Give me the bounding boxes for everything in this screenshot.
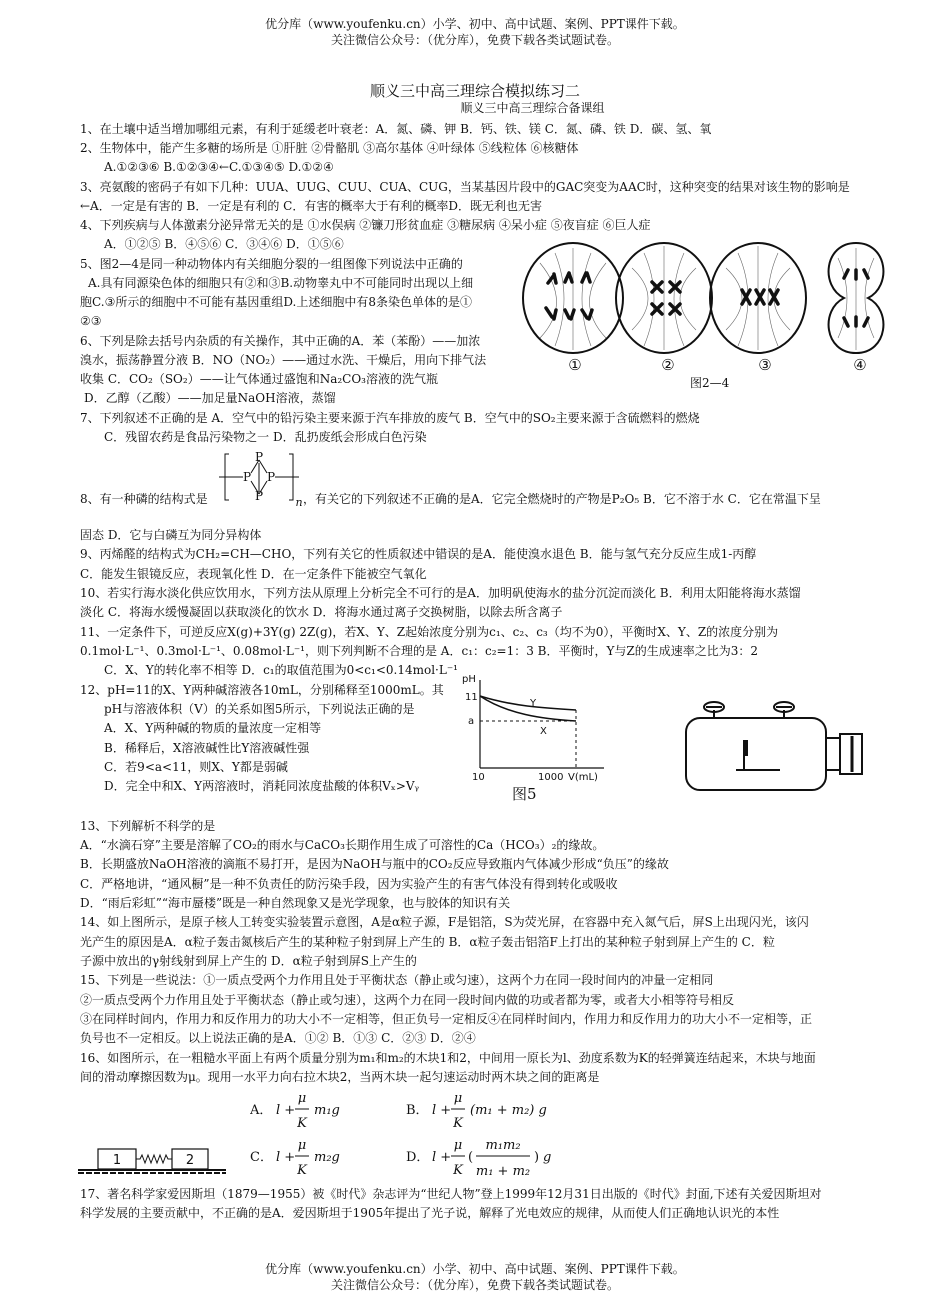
q5-line-3: 胞C.③所示的细胞中不可能有基因重组D.上述细胞中有8条染色单体的是①: [80, 295, 472, 309]
q7: 7、下列叙述不正确的是 A．空气中的铅污染主要来源于汽车排放的废气 B．空气中的SO₂主要来源于含硫燃料的燃烧: [80, 411, 700, 425]
q15-line-2: ②一质点受两个力作用且处于平衡状态（静止或匀速），这两个力在同一段时间内做的功或者都为零，或者大小相等符号相反: [80, 993, 735, 1007]
option-b-term: l +: [432, 1103, 452, 1118]
q15-line-3: ③在同样时间内，作用力和反作用力的功大小不一定相等，但正负号一定相反④在同样时间内，作用力和反作用力的功大小不一定相等，正: [80, 1012, 813, 1026]
option-d-den: K: [453, 1163, 463, 1178]
transmutation-apparatus: [680, 696, 870, 796]
q12: 12、pH=11的X、Y两种碱溶液各10mL，分别稀释至1000mL。其: [80, 683, 444, 697]
p-atom-bottom: P: [254, 489, 264, 503]
q14-line-2: 光产生的原因是A．α粒子轰击氮核后产生的某种粒子射到屏上产生的 B．α粒子轰击铝箔F上打出的某种粒子射到屏上产生的 C．粒: [80, 935, 775, 949]
q16-option-c-formula: [250, 1135, 390, 1179]
q12-line-2: pH与溶液体积（V）的关系如图5所示，下列说法正确的是: [104, 702, 415, 716]
svg-text:(: (: [468, 1150, 474, 1165]
q5: 5、图2—4是同一种动物体内有关细胞分裂的一组图像下列说法中正确的: [80, 257, 463, 271]
q12-option-a: A．X、Y两种碱的物质的量浓度一定相等: [104, 721, 322, 735]
q16-option-b-formula: [406, 1088, 586, 1132]
q5-line-4: ②③: [80, 314, 102, 328]
q13-option-d: D．“雨后彩虹”“海市蜃楼”既是一种自然现象又是光学现象，也与胶体的知识有关: [80, 896, 511, 910]
option-a-tail: m₁g: [314, 1103, 340, 1118]
cell-label-2: ②: [661, 356, 675, 374]
option-c-tail: m₂g: [314, 1150, 340, 1165]
q6: 6、下列是除去括号内杂质的有关操作，其中正确的A．苯（苯酚）——加浓: [80, 334, 481, 348]
option-b-num: μ: [453, 1091, 463, 1106]
q10: 10、若实行海水淡化供应饮用水，下列方法从原理上分析完全不可行的是A．加明矾使海水的盐分沉淀而淡化 B．利用太阳能将海水蒸馏: [80, 586, 801, 600]
option-a-num: μ: [297, 1091, 307, 1106]
blocks-spring-figure: [78, 1146, 226, 1176]
q13-option-c: C．严格地讲，“通风橱”是一种不负责任的防污染手段，因为实验产生的有害气体没有得到转化或吸收: [80, 877, 618, 891]
q6-line-2: 溴水，振荡静置分液 B．NO（NO₂）——通过水洗、干燥后，用向下排气法: [80, 353, 487, 367]
q3-options: ←A．一定是有害的 B．一定是有利的 C．有害的概率大于有利的概率D．既无利也无害: [80, 199, 542, 213]
footer-line-1: 优分库（www.youfenku.cn）小学、初中、高中试题、案例、PPT课件下载。: [265, 1262, 685, 1276]
svg-text:): ): [534, 1150, 540, 1165]
footer-line-2: 关注微信公众号：（优分库），免费下载各类试题试卷。: [330, 1278, 619, 1292]
q6-line-4: D．乙醇（乙酸）——加足量NaOH溶液，蒸馏: [84, 391, 336, 405]
q4-options: A．①②⑤ B．④⑤⑥ C．③④⑥ D．①⑤⑥: [104, 237, 344, 251]
option-letter-d: D．: [406, 1150, 430, 1165]
p-atom-right: P: [266, 470, 276, 484]
exam-subtitle: 顺义三中高三理综合备课组: [460, 101, 605, 115]
q8: 8、有一种磷的结构式是: [80, 492, 208, 506]
cell-label-3: ③: [758, 356, 772, 374]
q10-line-2: 淡化 C．将海水缓慢凝固以获取淡化的饮水 D．将海水通过离子交换树脂，以除去所含离子: [80, 605, 563, 619]
q11-line-2: 0.1mol·L⁻¹、0.3mol·L⁻¹、0.08mol·L⁻¹，则下列判断不合理的是 A．c₁：c₂=1：3 B．平衡时，Y与Z的生成速率之比为3：2: [80, 644, 759, 658]
spring: [136, 1155, 172, 1163]
q6-line-3: 收集 C．CO₂（SO₂）——让气体通过盛饱和Na₂CO₃溶液的洗气瓶: [80, 372, 438, 386]
block-2-label: 2: [185, 1153, 195, 1168]
option-d-tail-end: g: [543, 1150, 552, 1165]
q2: 2、生物体中，能产生多糖的场所是 ①肝脏 ②骨骼肌 ③高尔基体 ④叶绿体 ⑤线粒体 ⑥核糖体: [80, 141, 579, 155]
option-c-den: K: [297, 1163, 307, 1178]
block-1-label: 1: [112, 1153, 122, 1168]
y-axis-label: pH: [462, 674, 476, 685]
q12-option-d: D．完全中和X、Y两溶液时，消耗同浓度盐酸的体积Vₓ>Vᵧ: [104, 779, 420, 793]
option-b-tail: (m₁ + m₂) g: [470, 1103, 547, 1118]
q17-line-2: 科学发展的主要贡献中，不正确的是A．爱因斯坦于1905年提出了光子说，解释了光电效应的规律，从而使人们正确地认识光的本性: [80, 1206, 780, 1220]
cell-label-4: ④: [853, 356, 867, 374]
option-d-term: l +: [432, 1150, 452, 1165]
y-tick-a: a: [468, 716, 475, 727]
option-d-tail-num: m₁m₂: [485, 1138, 521, 1153]
option-c-term: l +: [276, 1150, 296, 1165]
q2-options: A.①②③⑥ B.①②③④←C.①③④⑤ D.①②④: [104, 160, 334, 174]
option-letter-b: B．: [406, 1103, 429, 1118]
series-label-x: X: [540, 726, 547, 737]
q14: 14、如上图所示，是原子核人工转变实验装置示意图，A是α粒子源，F是铝箔，S为荧光屏，在容器中充入氮气后，屏S上出现闪光，该闪: [80, 915, 809, 929]
q16-option-d-formula: [406, 1135, 586, 1183]
p-atom-top: P: [254, 450, 264, 464]
q11: 11、一定条件下，可逆反应X(g)+3Y(g) 2Z(g)，若X、Y、Z起始浓度分别为c₁、c₂、c₃（均不为0），平衡时X、Y、Z的浓度分别为: [80, 625, 779, 639]
q11-line-3: C．X、Y的转化率不相等 D．c₁的取值范围为0<c₁<0.14mol·L⁻¹: [104, 663, 458, 677]
option-d-tail-den: m₁ + m₂: [475, 1164, 531, 1179]
q9-line-2: C．能发生银镜反应，表现氧化性 D．在一定条件下能被空气氧化: [80, 567, 427, 581]
q13-option-a: A．“水滴石穿”主要是溶解了CO₂的雨水与CaCO₃长期作用生成了可溶性的Ca（HCO₃）₂的缘故。: [80, 838, 605, 852]
q16-option-a-formula: [250, 1088, 390, 1132]
option-c-num: μ: [297, 1138, 307, 1153]
q14-line-3: 子源中放出的γ射线射到屏上产生的 D．α粒子射到屏S上产生的: [80, 954, 417, 968]
q13: 13、下列解析不科学的是: [80, 819, 216, 833]
polymer-subscript: n: [295, 496, 303, 509]
cell-label-1: ①: [568, 356, 582, 374]
q7-options: C．残留农药是食品污染物之一 D．乱扔废纸会形成白色污染: [104, 430, 427, 444]
header-line-2: 关注微信公众号：（优分库），免费下载各类试题试卷。: [330, 33, 619, 47]
q16-line-2: 间的滑动摩擦因数为μ。现用一水平力向右拉木块2，当两木块一起匀速运动时两木块之间的距离是: [80, 1070, 600, 1084]
q12-option-c: C．若9<a<11，则X、Y都是弱碱: [104, 760, 288, 774]
header-line-1: 优分库（www.youfenku.cn）小学、初中、高中试题、案例、PPT课件下载。: [265, 17, 685, 31]
ph-chart-caption: 图5: [512, 785, 537, 803]
q9: 9、丙烯醛的结构式为CH₂=CH—CHO，下列有关它的性质叙述中错误的是A．能使溴水退色 B．能与氢气充分反应生成1-丙醇: [80, 547, 757, 561]
q8-cont: ，有关它的下列叙述不正确的是A．它完全燃烧时的产物是P₂O₅ B．它不溶于水 C．它在常温下呈: [303, 492, 821, 506]
x-tick-1000: 1000: [538, 772, 564, 783]
q13-option-b: B．长期盛放NaOH溶液的滴瓶不易打开，是因为NaOH与瓶中的CO₂反应导致瓶内气体减少形成“负压”的缘故: [80, 857, 669, 871]
q16: 16、如图所示，在一粗糙水平面上有两个质量分别为m₁和m₂的木块1和2，中间用一原长为l、劲度系数为K的轻弹簧连结起来，木块与地面: [80, 1051, 816, 1065]
cell-figure-caption: 图2—4: [690, 376, 730, 390]
q12-option-b: B．稀释后，X溶液碱性比Y溶液碱性强: [104, 741, 310, 755]
x-axis-label: V(mL): [568, 772, 598, 783]
q15-line-4: 负号也不一定相反。以上说法正确的是A．①② B．①③ C．②③ D．②④: [80, 1031, 476, 1045]
q5-line-2: A.具有同源染色体的细胞只有②和③B.动物睾丸中不可能同时出现以上细: [88, 276, 474, 290]
q4: 4、下列疾病与人体激素分泌异常无关的是 ①水俣病 ②镰刀形贫血症 ③糖尿病 ④呆小症 ⑤夜盲症 ⑥巨人症: [80, 218, 651, 232]
series-label-y: Y: [530, 698, 537, 709]
q1: 1、在土壤中适当增加哪组元素，有利于延缓老叶衰老：A．氮、磷、钾 B．钙、铁、镁 C．氮、磷、铁 D．碳、氢、氧: [80, 122, 712, 136]
option-b-den: K: [453, 1116, 463, 1131]
p-atom-left: P: [242, 470, 252, 484]
option-d-num: μ: [453, 1138, 463, 1153]
ph-dilution-chart: [462, 670, 612, 800]
q3: 3、亮氨酸的密码子有如下几种：UUA、UUG、CUU、CUA、CUG，当某基因片段中的GAC突变为AAC时，这种突变的结果对该生物的影响是: [80, 180, 850, 194]
y-tick-11: 11: [465, 692, 478, 703]
option-letter-c: C．: [250, 1150, 273, 1165]
q8-line-2: 固态 D．它与白磷互为同分异构体: [80, 528, 262, 542]
cell-division-figure: [520, 238, 890, 386]
option-letter-a: A．: [250, 1103, 273, 1118]
option-a-den: K: [297, 1116, 307, 1131]
q15: 15、下列是一些说法：①一质点受两个力作用且处于平衡状态（静止或匀速），这两个力在同一段时间内的冲量一定相同: [80, 973, 714, 987]
x-tick-10: 10: [472, 772, 485, 783]
exam-title: 顺义三中高三理综合模拟练习二: [369, 82, 580, 100]
series-y-curve: [480, 696, 576, 710]
phosphorus-structure: [219, 448, 303, 510]
page-footer: [0, 1261, 950, 1293]
q17: 17、著名科学家爱因斯坦（1879—1955）被《时代》杂志评为“世纪人物”登上1999年12月31日出版的《时代》封面,下述有关爱因斯坦对: [80, 1187, 822, 1201]
page-header: [0, 16, 950, 48]
option-a-term: l +: [276, 1103, 296, 1118]
